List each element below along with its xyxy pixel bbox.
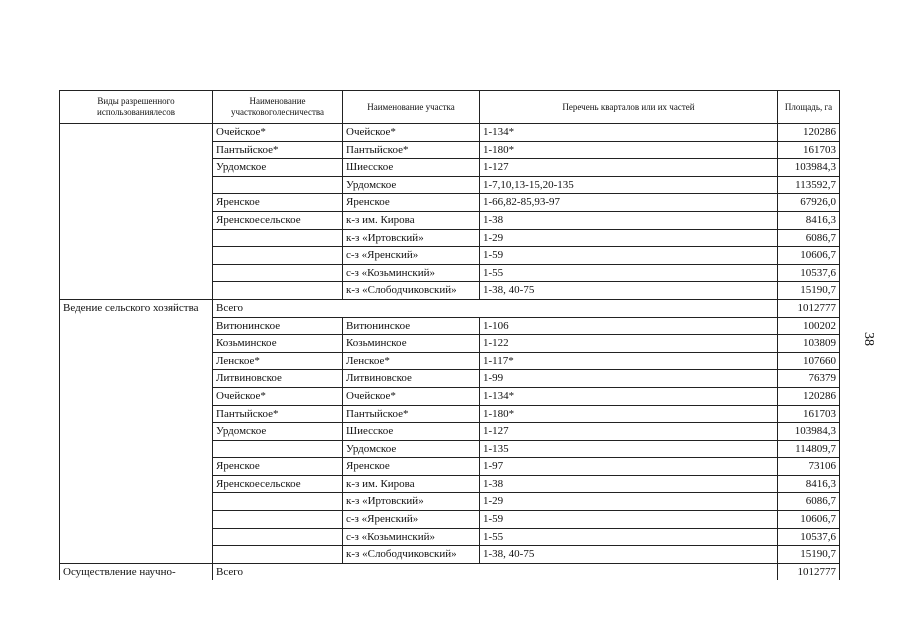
forestry-cell: Яренское xyxy=(213,458,343,476)
quarters-cell: 1-127 xyxy=(480,159,778,177)
plot-cell: Яренское xyxy=(343,458,480,476)
total-area: 1012777 xyxy=(778,299,840,317)
plot-cell: Литвиновское xyxy=(343,370,480,388)
forestry-cell xyxy=(213,229,343,247)
page-number: 38 xyxy=(861,332,876,346)
quarters-cell: 1-29 xyxy=(480,493,778,511)
kind-cell xyxy=(60,124,213,300)
plot-cell: Очейское* xyxy=(343,124,480,142)
total-label: Всего xyxy=(213,299,778,317)
plot-cell: к-з «Слободчиковский» xyxy=(343,282,480,300)
forestry-cell xyxy=(213,528,343,546)
plot-cell: с-з «Козьминский» xyxy=(343,264,480,282)
quarters-cell: 1-135 xyxy=(480,440,778,458)
forestry-cell xyxy=(213,176,343,194)
plot-cell: Очейское* xyxy=(343,387,480,405)
forestry-cell: Урдомское xyxy=(213,423,343,441)
area-cell: 114809,7 xyxy=(778,440,840,458)
area-cell: 103984,3 xyxy=(778,423,840,441)
quarters-cell: 1-38 xyxy=(480,475,778,493)
area-cell: 67926,0 xyxy=(778,194,840,212)
area-cell: 10606,7 xyxy=(778,247,840,265)
forestry-cell: Ленское* xyxy=(213,352,343,370)
quarters-cell: 1-180* xyxy=(480,405,778,423)
quarters-cell: 1-38, 40-75 xyxy=(480,282,778,300)
quarters-cell: 1-134* xyxy=(480,124,778,142)
plot-cell: Ленское* xyxy=(343,352,480,370)
quarters-cell: 1-122 xyxy=(480,335,778,353)
header-forestry: Наименование участковоголесничества xyxy=(213,91,343,124)
area-cell: 10606,7 xyxy=(778,511,840,529)
plot-cell: Шиесское xyxy=(343,423,480,441)
plot-cell: с-з «Яренский» xyxy=(343,511,480,529)
plot-cell: к-з им. Кирова xyxy=(343,475,480,493)
area-cell: 100202 xyxy=(778,317,840,335)
area-cell: 15190,7 xyxy=(778,546,840,564)
forestry-cell xyxy=(213,546,343,564)
plot-cell: Козьминское xyxy=(343,335,480,353)
plot-cell: Пантыйское* xyxy=(343,141,480,159)
plot-cell: с-з «Яренский» xyxy=(343,247,480,265)
forestry-cell: Очейское* xyxy=(213,387,343,405)
area-cell: 10537,6 xyxy=(778,528,840,546)
plot-cell: Урдомское xyxy=(343,440,480,458)
quarters-cell: 1-106 xyxy=(480,317,778,335)
kind-cell: Осуществление научно- xyxy=(60,563,213,580)
total-area: 1012777 xyxy=(778,563,840,580)
forestry-cell: Козьминское xyxy=(213,335,343,353)
plot-cell: Витюнинское xyxy=(343,317,480,335)
area-cell: 8416,3 xyxy=(778,475,840,493)
quarters-cell: 1-59 xyxy=(480,511,778,529)
area-cell: 161703 xyxy=(778,141,840,159)
quarters-cell: 1-134* xyxy=(480,387,778,405)
forestry-cell: Яренскоесельское xyxy=(213,475,343,493)
quarters-cell: 1-55 xyxy=(480,528,778,546)
header-row xyxy=(60,91,840,124)
table-body xyxy=(60,124,840,581)
plot-cell: к-з «Иртовский» xyxy=(343,229,480,247)
quarters-cell: 1-38 xyxy=(480,211,778,229)
quarters-cell: 1-7,10,13-15,20-135 xyxy=(480,176,778,194)
area-cell: 107660 xyxy=(778,352,840,370)
quarters-cell: 1-180* xyxy=(480,141,778,159)
area-cell: 73106 xyxy=(778,458,840,476)
quarters-cell: 1-66,82-85,93-97 xyxy=(480,194,778,212)
header-area: Площадь, га xyxy=(778,91,840,124)
area-cell: 15190,7 xyxy=(778,282,840,300)
area-cell: 120286 xyxy=(778,124,840,142)
forestry-cell xyxy=(213,247,343,265)
area-cell: 6086,7 xyxy=(778,493,840,511)
forestry-cell xyxy=(213,511,343,529)
table-row xyxy=(60,124,840,142)
forestry-cell: Пантыйское* xyxy=(213,405,343,423)
total-row xyxy=(60,299,840,317)
area-cell: 8416,3 xyxy=(778,211,840,229)
forestry-cell: Очейское* xyxy=(213,124,343,142)
plot-cell: к-з «Слободчиковский» xyxy=(343,546,480,564)
forest-use-table xyxy=(59,90,840,580)
area-cell: 113592,7 xyxy=(778,176,840,194)
plot-cell: Урдомское xyxy=(343,176,480,194)
forestry-cell: Яренское xyxy=(213,194,343,212)
total-row xyxy=(60,563,840,580)
forestry-cell: Витюнинское xyxy=(213,317,343,335)
forestry-cell: Литвиновское xyxy=(213,370,343,388)
forestry-cell xyxy=(213,440,343,458)
header-plot: Наименование участка xyxy=(343,91,480,124)
area-cell: 76379 xyxy=(778,370,840,388)
quarters-cell: 1-38, 40-75 xyxy=(480,546,778,564)
header-quarters: Перечень кварталов или их частей xyxy=(480,91,778,124)
quarters-cell: 1-29 xyxy=(480,229,778,247)
header-kinds: Виды разрешенного использованиялесов xyxy=(60,91,213,124)
plot-cell: Яренское xyxy=(343,194,480,212)
forestry-cell: Яренскоесельское xyxy=(213,211,343,229)
area-cell: 161703 xyxy=(778,405,840,423)
quarters-cell: 1-117* xyxy=(480,352,778,370)
forestry-cell xyxy=(213,282,343,300)
quarters-cell: 1-97 xyxy=(480,458,778,476)
forestry-cell xyxy=(213,493,343,511)
area-cell: 103809 xyxy=(778,335,840,353)
plot-cell: Пантыйское* xyxy=(343,405,480,423)
area-cell: 120286 xyxy=(778,387,840,405)
plot-cell: к-з «Иртовский» xyxy=(343,493,480,511)
area-cell: 10537,6 xyxy=(778,264,840,282)
total-label: Всего xyxy=(213,563,778,580)
area-cell: 103984,3 xyxy=(778,159,840,177)
forestry-cell: Пантыйское* xyxy=(213,141,343,159)
plot-cell: Шиесское xyxy=(343,159,480,177)
forestry-cell xyxy=(213,264,343,282)
area-cell: 6086,7 xyxy=(778,229,840,247)
quarters-cell: 1-55 xyxy=(480,264,778,282)
plot-cell: к-з им. Кирова xyxy=(343,211,480,229)
kind-cell: Ведение сельского хозяйства xyxy=(60,299,213,563)
quarters-cell: 1-127 xyxy=(480,423,778,441)
plot-cell: с-з «Козьминский» xyxy=(343,528,480,546)
forestry-cell: Урдомское xyxy=(213,159,343,177)
quarters-cell: 1-59 xyxy=(480,247,778,265)
quarters-cell: 1-99 xyxy=(480,370,778,388)
